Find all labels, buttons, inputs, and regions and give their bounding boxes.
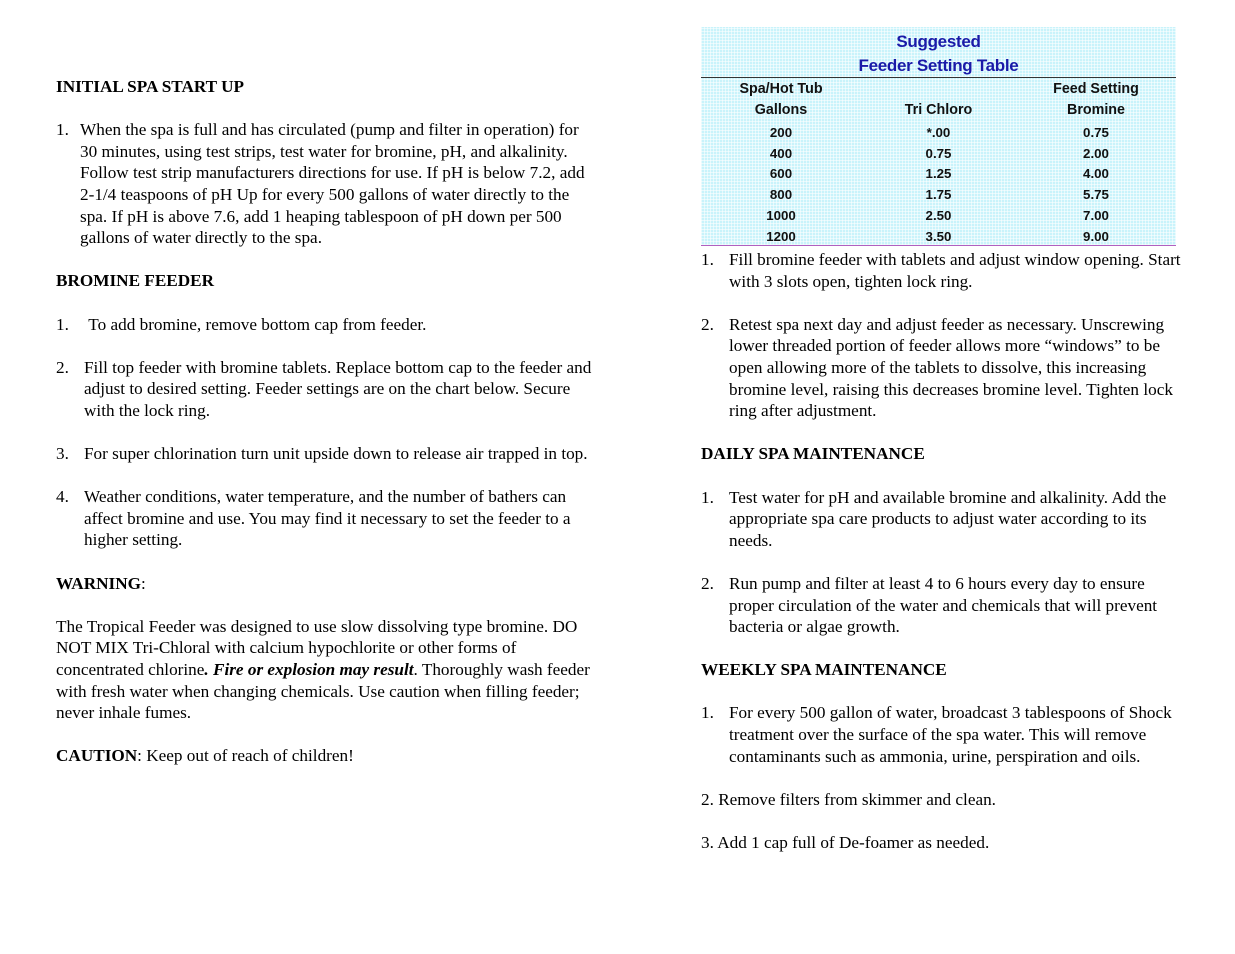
table-cell: 2.00	[1083, 146, 1109, 161]
list-item	[56, 357, 596, 422]
table-cell: 4.00	[1083, 166, 1109, 181]
list-item	[56, 443, 596, 465]
heading-weekly-maintenance: WEEKLY SPA MAINTENANCE	[701, 660, 947, 680]
caution-label: CAUTION	[56, 746, 138, 766]
table-cell: 7.00	[1083, 208, 1109, 223]
item-text: Weather conditions, water temperature, and the number of bathers can affect bromine and use. You may find it necessary to set the feeder to a higher setting.	[84, 487, 571, 550]
table-cell: 2.50	[925, 208, 952, 223]
list-item	[56, 314, 596, 336]
item-number: 2.	[701, 573, 714, 593]
list-item	[701, 487, 1181, 552]
table-cell: 0.75	[1083, 125, 1109, 140]
table-header-row-1	[701, 79, 1176, 101]
list-item	[701, 573, 1181, 638]
item-number: 2.	[56, 357, 69, 377]
list-item	[701, 702, 1181, 767]
list-item	[56, 486, 596, 551]
heading-bromine-feeder: BROMINE FEEDER	[56, 271, 215, 291]
table-row	[701, 184, 1176, 206]
table-cell: 1200	[766, 229, 796, 244]
item-number: 1.	[701, 703, 714, 723]
item-text: Fill top feeder with bromine tablets. Replace bottom cap to the feeder and adjust to desired setting. Feeder settings are on the chart below. Secure with the lock ring.	[84, 357, 592, 420]
warning-label: WARNING	[56, 573, 141, 593]
item-text: Retest spa next day and adjust feeder as necessary. Unscrewing lower threaded portion of feeder allows more “windows” to be open allowing more of the tablets to dissolve, this increasing bromine level, raising this decreases bromine level. Tighten lock ring after adjustment.	[729, 314, 1173, 421]
item-number: 4.	[56, 487, 69, 507]
table-header-rule	[701, 77, 1176, 78]
table-cell: 800	[769, 187, 793, 202]
warning-emphasis: . Fire or explosion may result	[204, 660, 414, 680]
item-number: 1.	[56, 314, 69, 334]
item-text: Test water for pH and available bromine and alkalinity. Add the appropriate spa care products to adjust water according to its needs.	[729, 487, 1167, 550]
list-item	[701, 314, 1181, 422]
caution-paragraph	[56, 745, 596, 767]
table-cell: 0.75	[925, 146, 952, 161]
item-number: 1.	[701, 487, 714, 507]
left-column	[56, 76, 596, 767]
table-row	[701, 122, 1176, 144]
item-text: Run pump and filter at least 4 to 6 hours every day to ensure proper circulation of the water and chemicals that will prevent bacteria or algae growth.	[729, 573, 1158, 637]
item-text: When the spa is full and has circulated (pump and filter in operation) for 30 minutes, using test strips, test water for bromine, pH, and alkalinity. Follow test strip manufacturers directions for use. If pH is below 7.2, add 2-1/4 teaspoons of pH Up for every 500 gallons of water directly to the spa. If pH is above 7.6, add 1 heaping tablespoon of pH down per 500 gallons of water directly to the spa.	[80, 120, 585, 248]
table-row	[701, 163, 1176, 185]
warning-colon: :	[141, 573, 146, 593]
weekly-item-3: 3. Add 1 cap full of De-foamer as needed.	[701, 833, 990, 853]
table-title-line-1: Suggested	[896, 32, 981, 51]
right-column	[701, 249, 1181, 854]
table-cell: 1.25	[925, 166, 952, 181]
warning-text: The Tropical Feeder was designed to use slow dissolving type bromine. DO NOT MIX Tri-Chloral with calcium hypochlorite or other forms of concentrated chlorine	[56, 616, 578, 680]
table-row	[701, 205, 1176, 227]
item-text: For super chlorination turn unit upside down to release air trapped in top.	[84, 444, 588, 464]
header-cell	[861, 79, 1016, 101]
header-cell: Feed Setting	[1053, 81, 1139, 97]
list-item	[56, 119, 596, 249]
table-cell: 5.75	[1083, 187, 1109, 202]
item-text: For every 500 gallon of water, broadcast 3 tablespoons of Shock treatment over the surface of the spa water. This will remove contaminants such as ammonia, urine, perspiration and oils.	[729, 703, 1172, 766]
feeder-setting-table	[701, 27, 1176, 246]
table-cell: 1000	[766, 208, 796, 223]
table-cell: 600	[769, 166, 793, 181]
item-number: 1.	[56, 120, 69, 140]
item-number: 2.	[701, 314, 714, 334]
warning-heading	[56, 573, 596, 595]
item-number: 1.	[701, 250, 714, 269]
table-cell: *.00	[926, 125, 951, 140]
header-cell: Gallons	[754, 102, 808, 118]
warning-text-2: . Thoroughly wash feeder with fresh water when changing chemicals. Use caution when filling feeder; never inhale fumes.	[56, 660, 590, 723]
weekly-item-2: 2. Remove filters from skimmer and clean.	[701, 789, 996, 809]
table-title-line-2: Feeder Setting Table	[858, 56, 1019, 75]
list-item	[701, 249, 1181, 292]
table-header-row-2	[701, 100, 1176, 122]
heading-daily-maintenance: DAILY SPA MAINTENANCE	[701, 444, 925, 464]
item-text: Fill bromine feeder with tablets and adjust window opening. Start with 3 slots open, tighten lock ring.	[729, 250, 1181, 291]
caution-text: : Keep out of reach of children!	[137, 746, 354, 766]
header-cell: Tri Chloro	[904, 102, 973, 118]
table-cell: 400	[769, 146, 793, 161]
table-cell: 9.00	[1083, 229, 1109, 244]
table-row	[701, 143, 1176, 165]
header-cell: Spa/Hot Tub	[739, 81, 823, 97]
table-cell: 1.75	[925, 187, 952, 202]
table-row	[701, 226, 1176, 248]
heading-initial-start-up: INITIAL SPA START UP	[56, 77, 245, 96]
warning-paragraph	[56, 616, 596, 724]
item-text: To add bromine, remove bottom cap from feeder.	[84, 314, 427, 334]
item-number: 3.	[56, 444, 69, 464]
table-cell: 3.50	[925, 229, 952, 244]
header-cell: Bromine	[1067, 102, 1125, 118]
table-cell: 200	[769, 125, 793, 140]
